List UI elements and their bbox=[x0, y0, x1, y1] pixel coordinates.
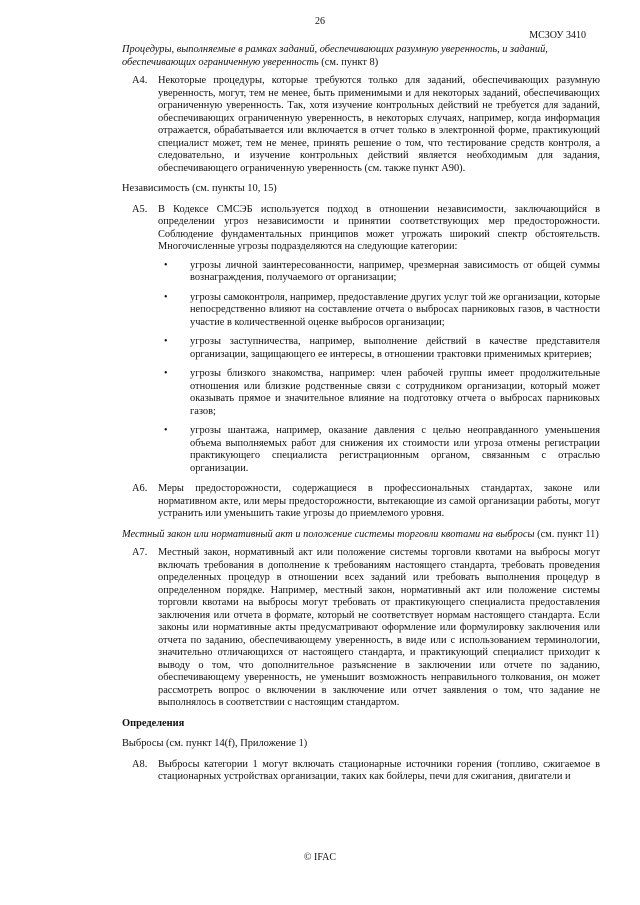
paragraph-a7 bbox=[122, 547, 600, 710]
bullet-icon: • bbox=[164, 336, 168, 347]
list-item-text: угрозы личной заинтересованности, например, чрезмерная зависимость от общей суммы вознаграждения, получаемого от организации; bbox=[190, 259, 600, 283]
section-heading-local-law-ref: (см. пункт 11) bbox=[534, 528, 599, 540]
list-item-text: угрозы шантажа, например, оказание давления с целью неоправданного уменьшения объема выполняемых работ для снижения их стоимости или угроза отмены регистрации практикующего специалиста регистрационным органом, связанным с отраслью организации. bbox=[190, 425, 600, 474]
page-number: 26 bbox=[315, 16, 325, 27]
paragraph-a8 bbox=[122, 759, 600, 784]
section-heading-definitions: Определения bbox=[122, 717, 185, 729]
bullet-icon: • bbox=[164, 368, 168, 379]
list-item bbox=[158, 336, 600, 361]
section-heading-local-law bbox=[122, 529, 600, 542]
paragraph-label: A8. bbox=[132, 758, 148, 770]
section-heading-independence: Независимость (см. пункты 10, 15) bbox=[122, 183, 277, 194]
paragraph-text: В Кодексе СМСЭБ используется подход в отношении независимости, заключающийся в определении угроз независимости и принятии соответствующих мер предосторожности. Соблюдение фундаментальных принципов может угрожать широкий спектр обстоятельств. Многочисленные угрозы подразделяются на следующие категории: bbox=[158, 203, 600, 252]
bullet-icon: • bbox=[164, 425, 168, 436]
page-content bbox=[122, 44, 600, 792]
section-heading-local-law-italic: Местный закон или нормативный акт и положение системы торговли квотами на выбросы bbox=[122, 528, 535, 540]
section-heading-procedures-italic: Процедуры, выполняемые в рамках заданий, обеспечивающих разумную уверенность, и заданий, обеспечивающих ограниченную уверенность bbox=[122, 44, 548, 68]
paragraph-label: A6. bbox=[132, 483, 148, 494]
bullet-icon: • bbox=[164, 259, 168, 271]
list-item bbox=[158, 292, 600, 330]
section-heading-procedures-ref: (см. пункт 8) bbox=[318, 56, 379, 68]
list-item bbox=[158, 425, 600, 475]
list-item bbox=[158, 368, 600, 418]
paragraph-text: Выбросы категории 1 могут включать стационарные источники горения (топливо, сжигаемое в стационарных устройствах организации, таких как бойлеры, печи для сжигания, двигатели и bbox=[158, 758, 600, 782]
document-code: МСЗОУ 3410 bbox=[529, 30, 586, 41]
list-item bbox=[158, 260, 600, 285]
paragraph-text: Меры предосторожности, содержащиеся в профессиональных стандартах, законе или нормативном акте, или меры предосторожности, вытекающие из самой организации работы, могут устранить или уменьшить такие угрозы до приемлемого уровня. bbox=[158, 483, 600, 519]
paragraph-a6 bbox=[122, 483, 600, 521]
paragraph-label: A5. bbox=[132, 203, 148, 215]
list-item-text: угрозы самоконтроля, например, предоставление других услуг той же организации, которые непосредственно влияют на составление отчета о выбросах парниковых газов, в частности участие в количественной оценке выбросов организации; bbox=[190, 291, 600, 328]
footer-copyright: © IFAC bbox=[303, 852, 337, 863]
threats-list bbox=[158, 260, 600, 476]
paragraph-a5 bbox=[122, 204, 600, 476]
section-heading-procedures bbox=[122, 44, 600, 69]
bullet-icon: • bbox=[164, 291, 168, 303]
paragraph-text: Некоторые процедуры, которые требуются только для заданий, обеспечивающих разумную уверенность, могут, тем не менее, быть применимыми и для некоторых заданий, обеспечивающих ограниченную уверенность. Так, хотя изучение контрольных действий не требуется для заданий, обеспечивающих ограниченную уверенность, в некоторых случаях, например, когда информация отражается, обрабатывается или включается в отчет только в электронной форме, практикующий специалист может, тем не менее, принять решение о том, что тестирование средств контроля, а следовательно, и изучение контрольных действий является необходимым для задания, обеспечивающего ограниченную уверенность (см. также пункт A90). bbox=[158, 75, 600, 174]
section-heading-emissions: Выбросы (см. пункт 14(f), Приложение 1) bbox=[122, 738, 308, 749]
paragraph-label: A7. bbox=[132, 547, 148, 558]
list-item-text: угрозы заступничества, например, выполнение действий в качестве представителя организации, защищающего ее интересы, в отношении трактовки применимых критериев; bbox=[190, 336, 600, 360]
list-item-text: угрозы близкого знакомства, например: член рабочей группы имеет продолжительные отношения или близкие родственные связи с сотрудником организации, который может оказывать прямое и значительное влияние на подготовку отчета о выбросах парниковых газов; bbox=[190, 368, 600, 417]
paragraph-label: A4. bbox=[132, 75, 148, 86]
paragraph-text: Местный закон, нормативный акт или положение системы торговли квотами на выбросы могут включать требования в дополнение к требованиям настоящего стандарта, требовать проведения определенных процедур в отношении всех заданий или требовать выполнения процедур в определенном порядке. Например, местный закон, нормативный акт или положение системы торговли квотами на выбросы могут требовать от практикующего специалиста предоставления заключения или отчета в формате, который не соответствует нормам настоящего стандарта. Если законы или нормативные акты предусматривают оформление или формулировку заключения или отчета по заданию, обеспечивающему уверенность, в виде или с использованием терминологии, значительно отличающихся от настоящего стандарта, и практикующий специалист приходит к выводу о том, что дополнительное разъяснение в заключении или отчете по заданию, обеспечивающему уверенность, не уменьшит возможность неправильного толкования, он может рассмотреть вопрос о включении в заключение или отчет заявления о том, что задание не выполнялось в соответствии с настоящим стандартом. bbox=[158, 547, 600, 708]
paragraph-a4 bbox=[122, 75, 600, 175]
